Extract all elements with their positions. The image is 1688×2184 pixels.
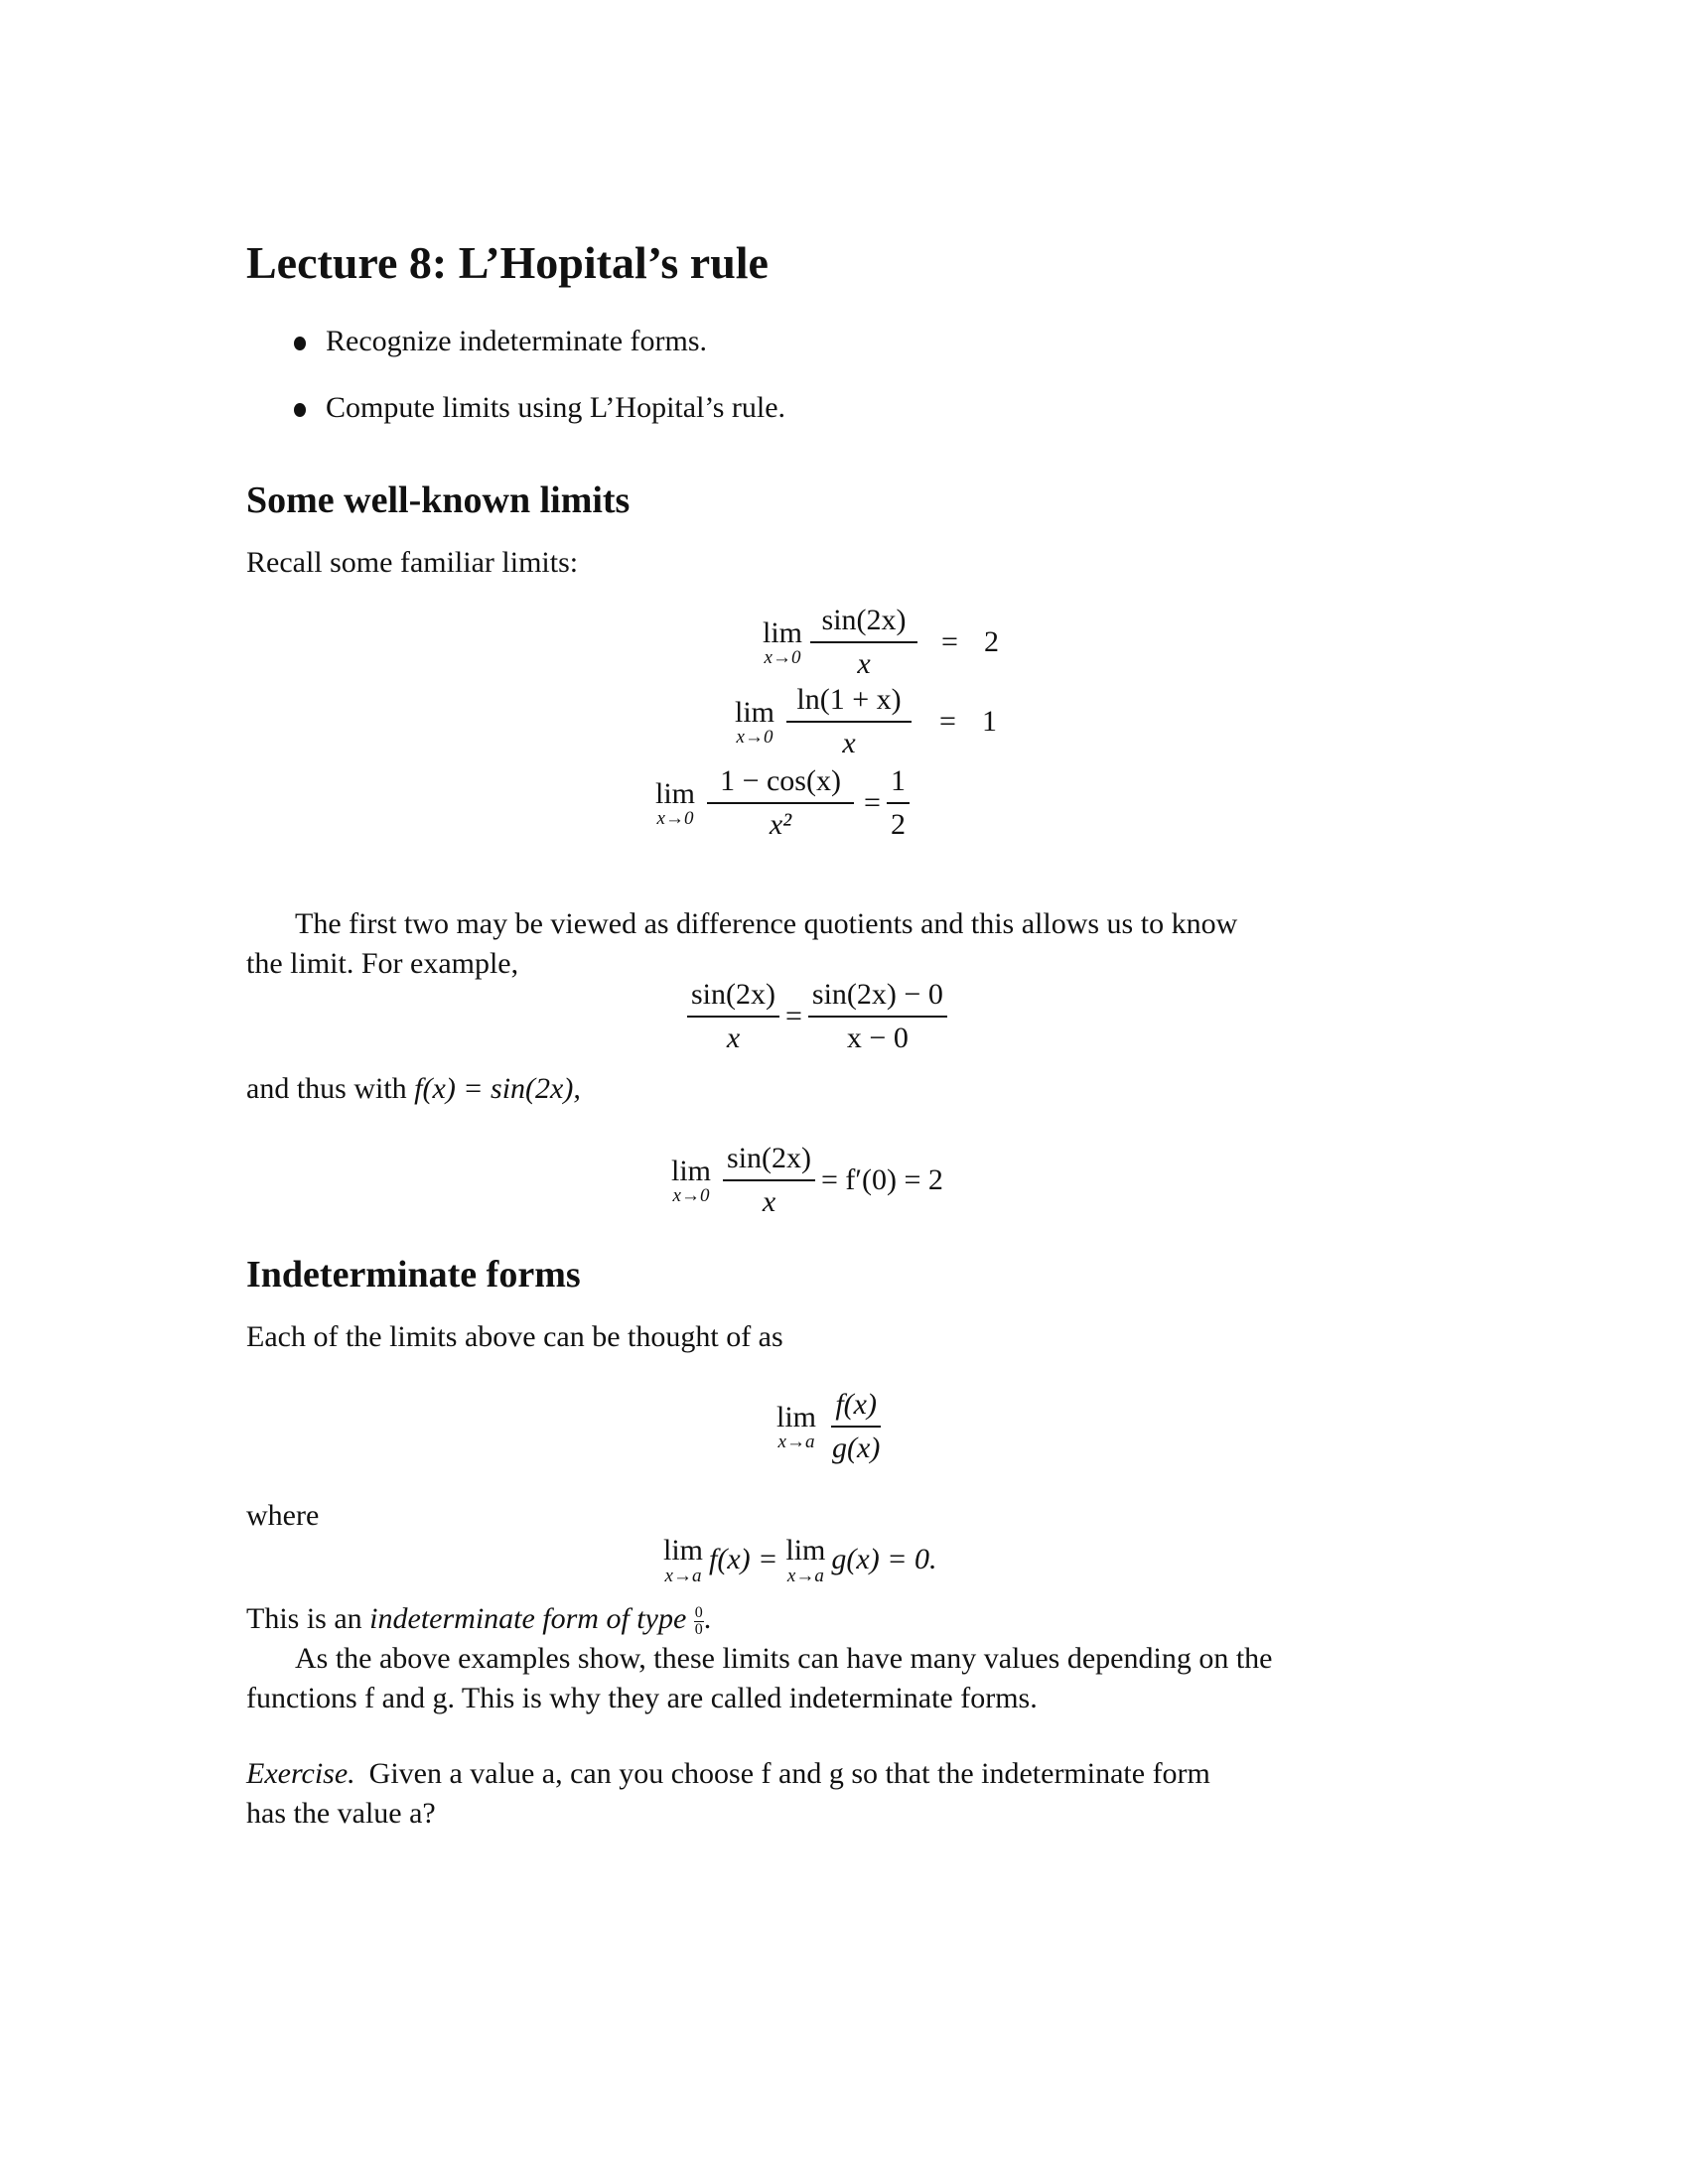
- lim-operator: lim: [655, 776, 696, 810]
- paragraph: [246, 1602, 711, 1638]
- exercise-label: Exercise.: [246, 1757, 355, 1790]
- inline-math: f(x) = sin(2x),: [414, 1072, 581, 1105]
- denominator: x: [726, 1022, 741, 1054]
- equals-sign: =: [785, 1000, 802, 1032]
- lim-subscript: x→a: [664, 1565, 702, 1586]
- limit-value: 2: [983, 625, 999, 658]
- lim-subscript: x→0: [656, 808, 694, 830]
- section-heading: Indeterminate forms: [246, 1254, 581, 1296]
- denominator: g(x): [832, 1432, 881, 1464]
- paragraph: The first two may be viewed as difference quotients and this allows us to know: [295, 907, 1238, 940]
- lim-subscript: x→a: [786, 1565, 824, 1586]
- condition-equation: [663, 1535, 936, 1585]
- paragraph: Each of the limits above can be thought of as: [246, 1320, 783, 1353]
- paragraph: has the value a?: [246, 1797, 436, 1830]
- numerator: sin(2x): [810, 604, 917, 643]
- g-expression: g(x) = 0.: [831, 1543, 937, 1576]
- numerator: sin(2x): [687, 978, 779, 1018]
- bullet-icon: [294, 403, 306, 417]
- lim-subscript: x→0: [764, 647, 801, 669]
- lim-operator: lim: [671, 1154, 712, 1187]
- lim-subscript: x→a: [777, 1432, 815, 1453]
- numerator: sin(2x) − 0: [808, 978, 947, 1018]
- equals-sign: =: [941, 625, 958, 658]
- denominator: x: [857, 647, 871, 680]
- numerator: f(x): [831, 1388, 881, 1428]
- numerator: sin(2x): [723, 1142, 815, 1181]
- denominator: 0: [694, 1620, 703, 1638]
- lim-subscript: x→0: [736, 727, 774, 749]
- paragraph: As the above examples show, these limits can have many values depending on the: [295, 1642, 1273, 1675]
- paragraph: functions f and g. This is why they are called indeterminate forms.: [246, 1682, 1038, 1714]
- general-limit-expression: [776, 1388, 890, 1465]
- objective-text: Compute limits using L’Hopital’s rule.: [326, 391, 786, 424]
- paragraph: Recall some familiar limits:: [246, 546, 579, 579]
- exercise: [246, 1757, 1210, 1791]
- lim-operator: lim: [776, 1400, 817, 1433]
- numerator: ln(1 + x): [786, 683, 912, 723]
- denominator: x: [842, 727, 856, 759]
- objective-text: Recognize indeterminate forms.: [326, 325, 708, 357]
- rhs: = f′(0) = 2: [821, 1163, 943, 1196]
- page-title: Lecture 8: L’Hopital’s rule: [246, 237, 769, 288]
- value-numerator: 1: [887, 764, 910, 804]
- numerator: 0: [694, 1603, 703, 1621]
- paragraph: the limit. For example,: [246, 947, 519, 980]
- lim-operator: lim: [663, 1534, 704, 1567]
- text: .: [703, 1602, 712, 1635]
- section-heading: Some well-known limits: [246, 479, 631, 521]
- lim-operator: lim: [763, 615, 803, 649]
- emphasis: indeterminate form of type: [369, 1602, 687, 1635]
- limit-equation: [735, 683, 997, 760]
- value-denominator: 2: [890, 808, 906, 841]
- exercise-text: Given a value a, can you choose f and g so that the indeterminate form: [368, 1757, 1210, 1790]
- limit-value: 1: [981, 705, 997, 738]
- limit-equation: [655, 764, 915, 842]
- equals-sign: =: [864, 786, 881, 819]
- f-expression: f(x) =: [709, 1543, 778, 1576]
- numerator: 1 − cos(x): [707, 764, 854, 804]
- lim-operator: lim: [735, 695, 775, 729]
- objective-item: [294, 325, 707, 358]
- zero-over-zero: [694, 1605, 704, 1638]
- denominator: x²: [769, 808, 792, 841]
- difference-quotient-equation: [681, 978, 953, 1055]
- text: This is an: [246, 1602, 370, 1635]
- bullet-icon: [294, 337, 306, 350]
- paragraph: where: [246, 1499, 320, 1532]
- equals-sign: =: [939, 705, 956, 738]
- limit-equation: [763, 604, 999, 681]
- paragraph: [246, 1072, 581, 1106]
- lim-subscript: x→0: [672, 1185, 710, 1207]
- derivative-limit-equation: [671, 1142, 943, 1219]
- text: and thus with: [246, 1072, 415, 1105]
- objective-item: [294, 391, 785, 425]
- lim-operator: lim: [785, 1534, 826, 1567]
- denominator: x − 0: [846, 1022, 909, 1054]
- denominator: x: [762, 1185, 776, 1218]
